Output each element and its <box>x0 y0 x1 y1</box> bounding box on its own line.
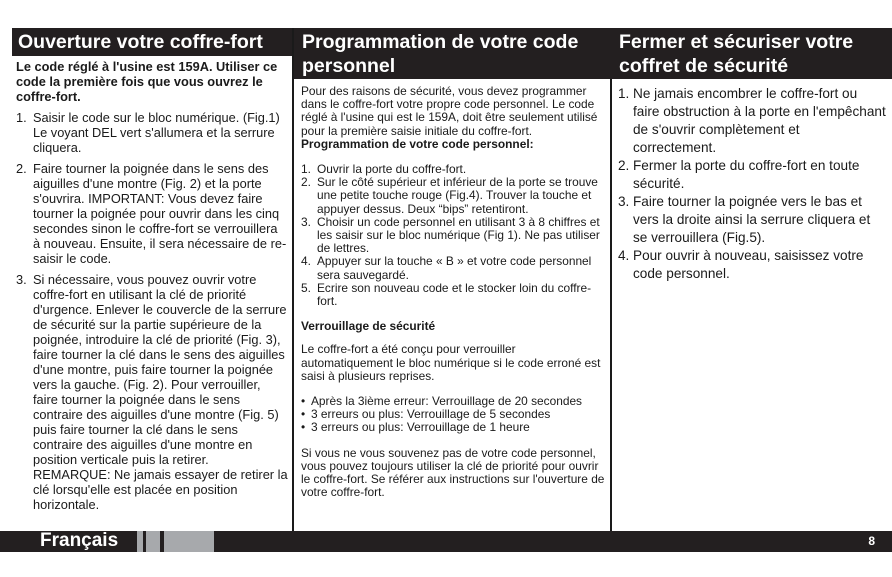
step-number: 3. <box>618 194 630 209</box>
step-text: Choisir un code personnel en utilisant 3 à 8 chiffres et les saisir sur le bloc numérique (Fig 1). Ne pas utiliser de lettres. <box>317 214 600 256</box>
step-number: 1. <box>301 162 311 177</box>
bullet-icon: • <box>301 394 306 409</box>
factory-code-note: Le code réglé à l'usine est 159A. Utiliser ce code la première fois que vous ouvrez le coffre-fort. <box>16 59 278 104</box>
step-text: Ecrire son nouveau code et le stocker loin du coffre-fort. <box>317 280 592 309</box>
step-text: Appuyer sur la touche « B » et votre code personnel sera sauvegardé. <box>317 254 592 282</box>
override-note: Si vous ne vous souvenez pas de votre code personnel, vous pouvez toujours utiliser la clé de priorité pour ouvrir le coffre-fort. Se référer aux instructions sur l'ouverture de votre coffre-fort. <box>301 445 605 500</box>
programming-steps <box>301 163 605 308</box>
list-item <box>301 421 605 434</box>
footer-tab-decoration <box>164 531 214 552</box>
section-opening-body <box>12 56 292 512</box>
section-closing <box>610 28 892 531</box>
list-item <box>16 110 288 155</box>
step-text: Ne jamais encombrer le coffre-fort ou faire obstruction à la porte en l'empêchant de s'ouvrir complètement et correctement. <box>633 86 886 155</box>
step-number: 3. <box>301 214 311 229</box>
footer-tab-decoration <box>146 531 160 552</box>
lockout-heading: Verrouillage de sécurité <box>301 319 436 334</box>
step-number: 5. <box>301 280 311 295</box>
bullet-text: Après la 3ième erreur: Verrouillage de 20 secondes <box>311 394 582 409</box>
step-text: Sur le côté supérieur et inférieur de la porte se trouve une petite touche rouge (Fig.4). Trouver la touche et appuyer dessus. Deux “bips” retentiront. <box>317 175 598 216</box>
step-number: 4. <box>618 248 630 263</box>
bullet-icon: • <box>301 407 306 422</box>
list-item <box>16 272 288 512</box>
opening-steps <box>16 110 288 512</box>
section-opening-heading: Ouverture votre coffre-fort <box>12 28 292 56</box>
step-text: Pour ouvrir à nouveau, saisissez votre code personnel. <box>633 248 864 281</box>
step-number: 2. <box>618 158 630 173</box>
bullet-text: 3 erreurs ou plus: Verrouillage de 5 secondes <box>311 407 551 422</box>
bullet-text: 3 erreurs ou plus: Verrouillage de 1 heure <box>311 420 530 435</box>
page-footer <box>0 531 892 552</box>
step-number: 3. <box>16 272 27 287</box>
step-number: 4. <box>301 254 311 269</box>
section-closing-heading: Fermer et sécuriser votre coffret de sécurité <box>610 28 892 79</box>
list-item <box>301 282 605 308</box>
bullet-icon: • <box>301 420 306 435</box>
step-number: 2. <box>301 175 311 190</box>
section-opening <box>12 28 292 531</box>
language-label: Français <box>40 530 119 551</box>
page-number: 8 <box>868 534 875 548</box>
list-item <box>301 216 605 256</box>
footer-tab-decoration <box>137 531 143 552</box>
list-item <box>618 157 886 193</box>
step-text: Si nécessaire, vous pouvez ouvrir votre coffre-fort en utilisant la clé de priorité d'urgence. Enlever le couvercle de la serrure de sécurité sur la partie supérieure de la poignée, introduire la clé de priorité (Fig. 3), faire tourner la clé dans le sens des aiguilles d'une montre, puis faire tourner la poignée vers la gauche. (Fig. 2). Pour verrouiller, faire tourner la poignée dans le sens contraire des aiguilles d'une montre (Fig. 5) puis faire tourner la clé dans le sens contraire des aiguilles d'une montre en position verticale puis la retirer. REMARQUE: Ne jamais essayer de retirer la clé lorsqu'elle est placée en position horizontale. <box>33 272 288 512</box>
step-text: Faire tourner la poignée dans le sens des aiguilles d'une montre (Fig. 2) et la porte s'ouvrira. IMPORTANT: Vous devez faire tourner la poignée pour ouvrir dans les cinq secondes sinon le coffre-fort se verrouillera à nouveau. Ensuite, il sera nécessaire de re-saisir le code. <box>33 161 287 266</box>
programming-subheading: Programmation de votre code personnel: <box>301 136 534 151</box>
step-text: Faire tourner la poignée vers le bas et vers la droite ainsi la serrure cliquera et se verrouillera (Fig.5). <box>633 194 871 245</box>
programming-intro: Pour des raisons de sécurité, vous devez programmer dans le coffre-fort votre propre code personnel. Le code réglé à l'usine qui est le 159A, doit être seulement utilisé pour la première saisie initiale du coffre-fort. <box>301 84 598 138</box>
list-item <box>16 161 288 266</box>
closing-steps <box>618 85 886 283</box>
section-programming-heading: Programmation de votre code personnel <box>294 28 610 79</box>
step-text: Fermer la porte du coffre-fort en toute sécurité. <box>633 158 860 191</box>
step-number: 1. <box>16 110 27 125</box>
step-text: Ouvrir la porte du coffre-fort. <box>317 162 467 177</box>
lockout-text: Le coffre-fort a été conçu pour verrouiller automatiquement le bloc numérique si le code erroné est saisi à plusieurs reprises. <box>301 342 601 383</box>
section-closing-body <box>610 79 892 283</box>
step-number: 1. <box>618 86 630 101</box>
list-item <box>618 85 886 157</box>
section-programming <box>292 28 612 531</box>
list-item <box>618 193 886 247</box>
section-programming-body <box>294 79 610 499</box>
list-item <box>618 247 886 283</box>
list-item <box>301 176 605 216</box>
step-number: 2. <box>16 161 27 176</box>
step-text: Saisir le code sur le bloc numérique. (Fig.1) Le voyant DEL vert s'allumera et la serrure cliquera. <box>33 110 280 155</box>
lockout-list <box>301 395 605 435</box>
list-item <box>301 255 605 281</box>
